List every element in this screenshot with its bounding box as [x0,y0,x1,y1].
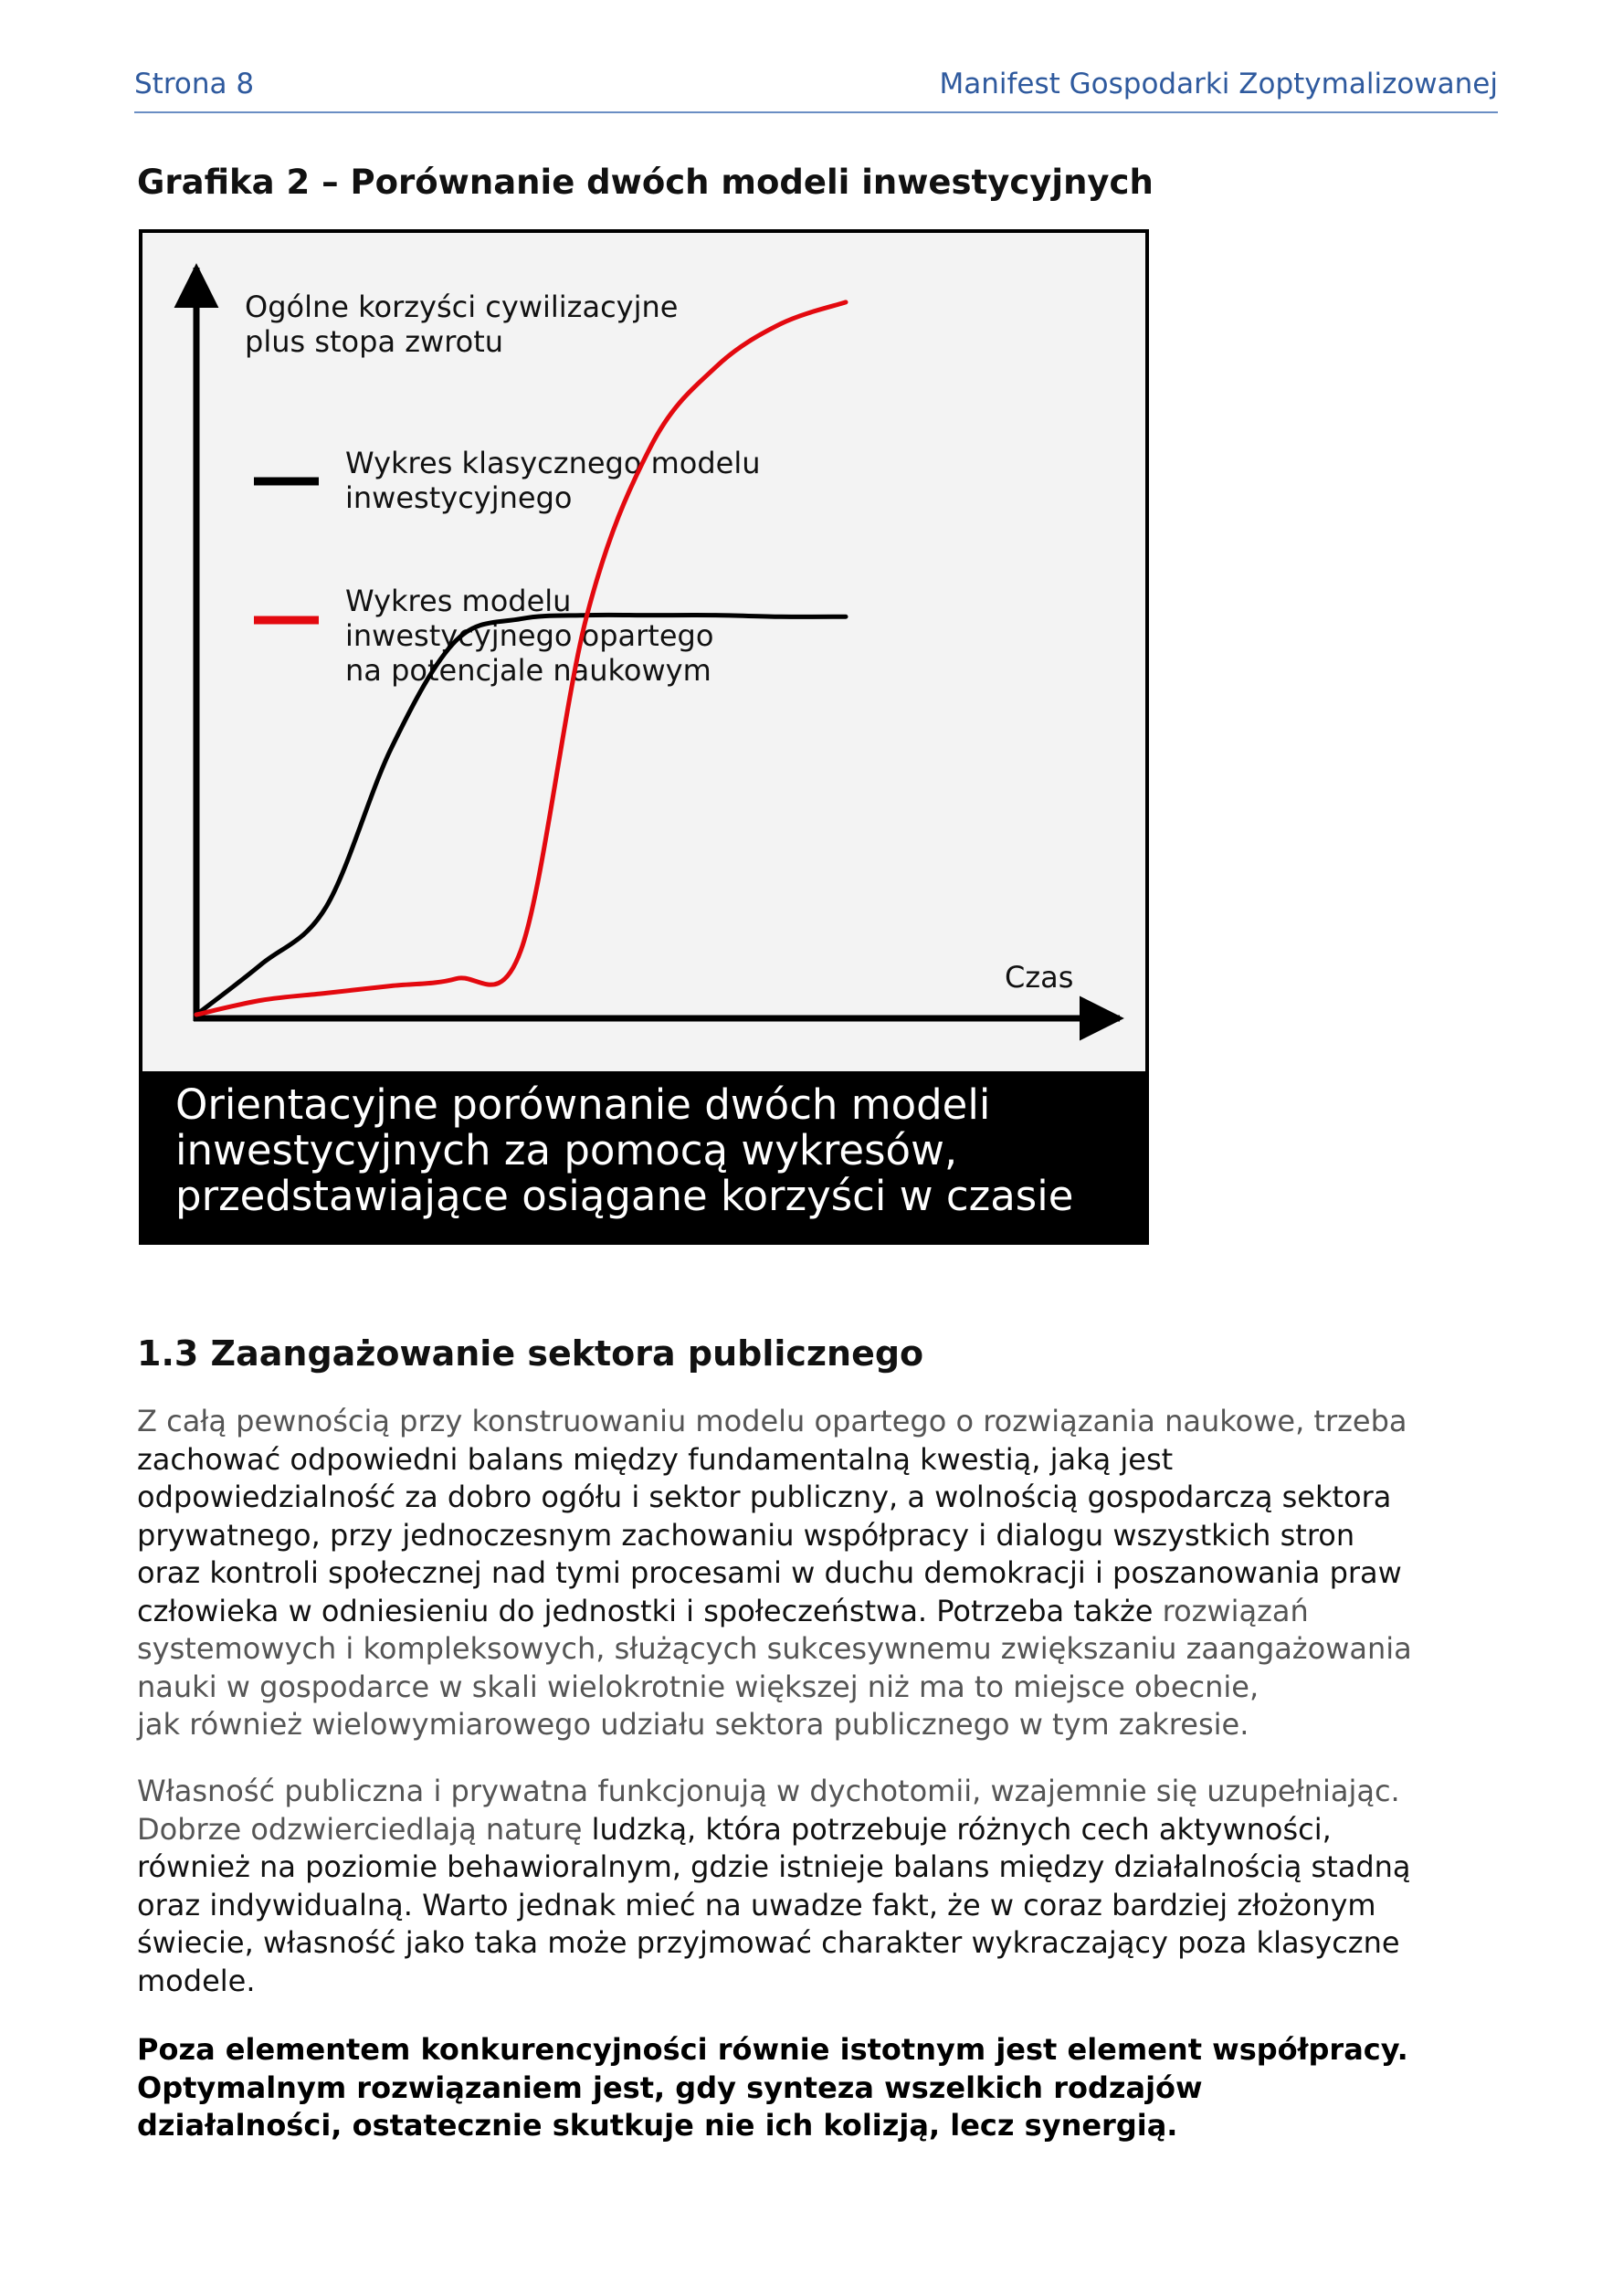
text-line [137,1593,1498,1631]
text-segment: Własność publiczna i prywatna funkcjonują w dychotomii, wzajemnie się uzupełniając. [137,1774,1400,1808]
text-segment: prywatnego, przy jednoczesnym zachowaniu współpracy i dialogu wszystkich stron [137,1517,1355,1553]
text-line [137,1706,1498,1744]
text-line [137,1811,1498,1849]
text-segment: Dobrze odzwierciedlają naturę [137,1811,592,1847]
text-line [137,2107,1498,2145]
text-segment: Poza elementem konkurencyjności równie istotnym jest element współpracy. [137,2032,1408,2067]
text-segment: działalności, ostatecznie skutkuje nie ich kolizją, lecz synergią. [137,2108,1178,2143]
text-segment: zachować odpowiedni balans między fundamentalną kwestią, jaką jest [137,1441,1174,1477]
text-line [137,1773,1498,1811]
figure-title: Grafika 2 – Porównanie dwóch modeli inwestycyjnych [137,163,1154,202]
text-line [137,1924,1498,1963]
y-axis-label-line-2: plus stopa zwrotu [245,324,504,359]
text-segment: świecie, własność jako taka może przyjmować charakter wykraczający poza klasyczne [137,1925,1400,1960]
paragraph-public-private-ownership [137,1773,1498,2000]
text-segment: Z całą pewnością przy konstruowaniu modelu opartego o rozwiązania naukowe, trzeba [137,1404,1407,1438]
figure-caption [142,1071,1145,1241]
text-line [137,1403,1498,1441]
legend-classic-line-2: inwestycyjnego [345,480,573,515]
text-segment: modele. [137,1963,256,1998]
text-segment: systemowych i kompleksowych, służących sukcesywnemu zwiększaniu zaangażowania [137,1631,1412,1666]
caption-line: Orientacyjne porównanie dwóch modeli [175,1080,991,1129]
text-line [137,1630,1498,1669]
text-segment: człowieka w odniesieniu do jednostki i społeczeństwa. Potrzeba także [137,1593,1163,1628]
x-axis-label: Czas [1005,960,1074,995]
legend-science-line-3: na potencjale naukowym [345,653,711,688]
page-number: Strona 8 [134,68,255,100]
text-line [137,1517,1498,1555]
caption-line: przedstawiające osiągane korzyści w czasie [175,1172,1074,1220]
legend-classic-line-1: Wykres klasycznego modelu [345,446,761,480]
text-line [137,1669,1498,1707]
paragraph-public-sector [137,1403,1498,1744]
text-segment: Optymalnym rozwiązaniem jest, gdy synteza wszelkich rodzajów [137,2070,1203,2105]
text-line [137,1554,1498,1593]
text-line [137,1441,1498,1480]
text-segment: oraz kontroli społecznej nad tymi procesami w duchu demokracji i poszanowania praw [137,1555,1402,1590]
text-segment: jak również wielowymiarowego udziału sektora publicznego w tym zakresie. [137,1707,1249,1742]
legend-science-line-1: Wykres modelu [345,584,572,618]
text-line [137,1848,1498,1887]
page-header [134,64,1498,113]
chart-canvas [142,233,1145,1071]
text-line [137,1887,1498,1925]
document-title: Manifest Gospodarki Zoptymalizowanej [939,68,1498,100]
text-line [137,1963,1498,2001]
y-axis-label-line-1: Ogólne korzyści cywilizacyjne [245,290,679,324]
text-segment: ludzką, która potrzebuje różnych cech aktywności, [591,1811,1332,1847]
section-heading: 1.3 Zaangażowanie sektora publicznego [137,1333,924,1374]
text-line [137,2031,1498,2070]
text-segment: oraz indywidualną. Warto jednak mieć na uwadze fakt, że w coraz bardziej złożonym [137,1887,1376,1922]
text-line [137,1479,1498,1517]
text-segment: odpowiedzialność za dobro ogółu i sektor publiczny, a wolnością gospodarczą sektora [137,1480,1392,1514]
caption-line: inwestycyjnych za pomocą wykresów, [175,1126,958,1174]
investment-models-chart [139,229,1149,1245]
text-segment: również na poziomie behawioralnym, gdzie istnieje balans między działalnością stadną [137,1849,1411,1884]
legend-science-line-2: inwestycyjnego opartego [345,618,714,653]
paragraph-cooperation-bold [137,2031,1498,2145]
text-segment: nauki w gospodarce w skali wielokrotnie większej niż ma to miejsce obecnie, [137,1669,1259,1704]
text-segment: rozwiązań [1162,1593,1309,1628]
figure-caption-text [175,1082,1116,1219]
text-line [137,2070,1498,2108]
